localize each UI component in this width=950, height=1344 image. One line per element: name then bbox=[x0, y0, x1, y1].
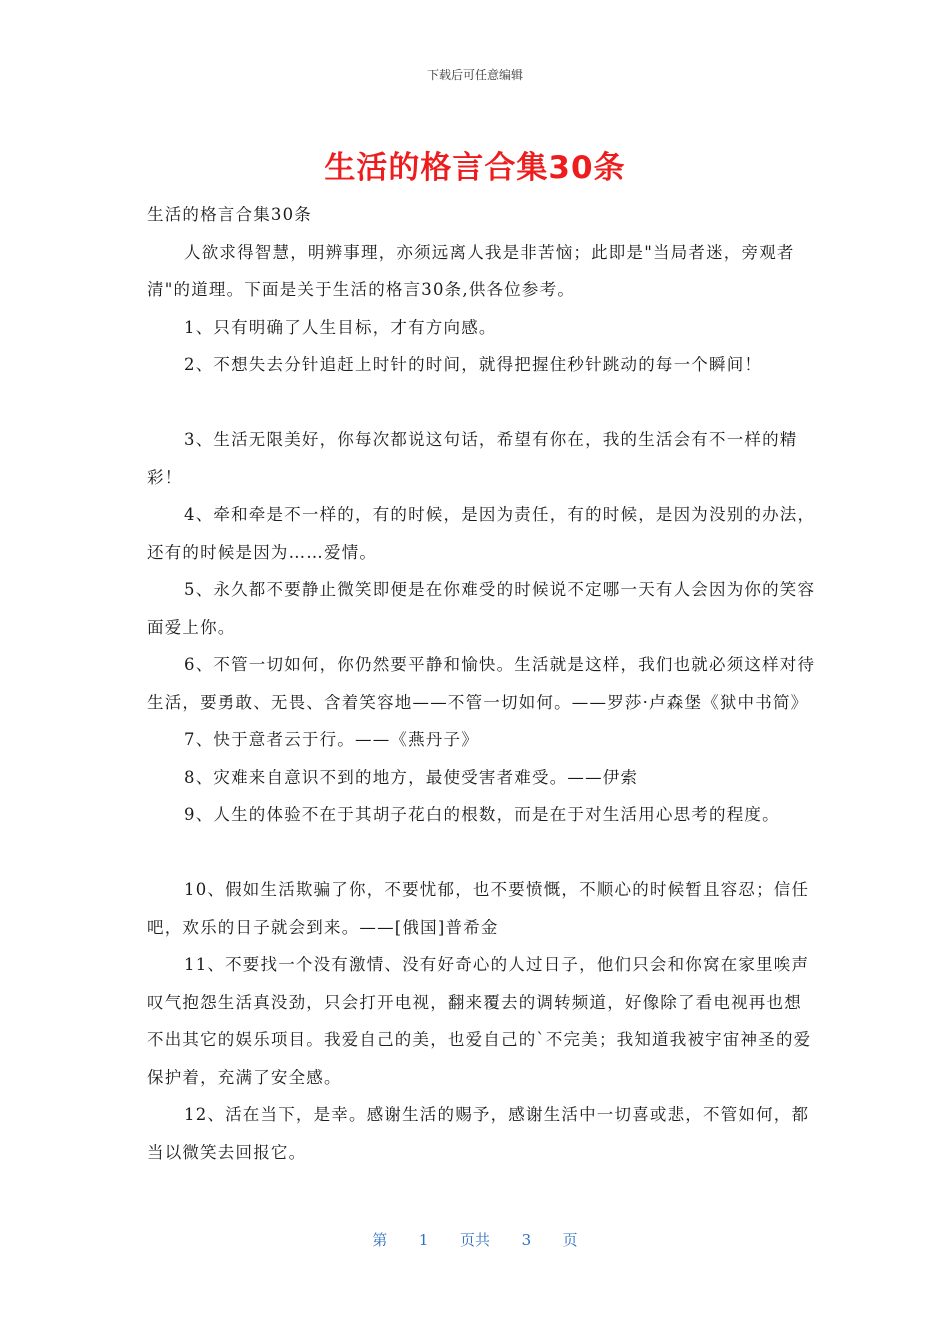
list-item: 3、生活无限美好，你每次都说这句话，希望有你在，我的生活会有不一样的精彩！ bbox=[147, 430, 798, 487]
list-item: 12、活在当下，是幸。感谢生活的赐予，感谢生活中一切喜或悲，不管如何，都当以微笑去回报它。 bbox=[147, 1105, 810, 1162]
list-item: 9、人生的体验不在于其胡子花白的根数，而是在于对生活用心思考的程度。 bbox=[184, 805, 780, 824]
list-item: 10、假如生活欺骗了你，不要忧郁，也不要愤慨，不顺心的时候暂且容忍；信任吧，欢乐的日子就会到来。——[俄国]普希金 bbox=[147, 880, 810, 937]
current-page-number: 1 bbox=[418, 1231, 429, 1249]
page-label-mid: 页共 bbox=[459, 1231, 490, 1249]
page-label-suffix: 页 bbox=[562, 1231, 578, 1249]
document-body bbox=[147, 196, 817, 1171]
page-label-prefix: 第 bbox=[372, 1231, 388, 1249]
total-pages-number: 3 bbox=[521, 1231, 532, 1249]
list-item: 5、永久都不要静止微笑即便是在你难受的时候说不定哪一天有人会因为你的笑容面爱上你。 bbox=[147, 580, 816, 637]
spacer bbox=[147, 384, 817, 422]
document-subtitle: 生活的格言合集30条 bbox=[147, 205, 312, 224]
list-item: 2、不想失去分针追赶上时针的时间，就得把握住秒针跳动的每一个瞬间！ bbox=[184, 355, 763, 374]
document-title: 生活的格言合集30条 bbox=[324, 150, 626, 186]
list-item: 7、快于意者云于行。——《燕丹子》 bbox=[184, 730, 479, 749]
list-item: 4、牵和牵是不一样的，有的时候，是因为责任，有的时候，是因为没别的办法，还有的时候是因为……爱情。 bbox=[147, 505, 816, 562]
list-item: 11、不要找一个没有激情、没有好奇心的人过日子，他们只会和你窝在家里唉声叹气抱怨生活真没劲，只会打开电视，翻来覆去的调转频道，好像除了看电视再也想不出其它的娱乐项目。我爱自己的美，也爱自己的`不完美；我知道我被宇宙神圣的爱保护着，充满了安全感。 bbox=[147, 955, 812, 1087]
list-item: 8、灾难来自意识不到的地方，最使受害者难受。——伊索 bbox=[184, 767, 639, 787]
list-item: 1、只有明确了人生目标，才有方向感。 bbox=[184, 317, 497, 337]
page-footer bbox=[0, 1229, 950, 1250]
intro-paragraph: 人欲求得智慧，明辨事理，亦须远离人我是非苦恼；此即是"当局者迷，旁观者清"的道理。下面是关于生活的格言30条,供各位参考。 bbox=[147, 242, 795, 299]
spacer bbox=[147, 834, 817, 872]
list-item: 6、不管一切如何，你仍然要平静和愉快。生活就是这样，我们也就必须这样对待生活，要勇敢、无畏、含着笑容地——不管一切如何。——罗莎·卢森堡《狱中书简》 bbox=[147, 655, 816, 712]
header-note: 下载后可任意编辑 bbox=[426, 68, 523, 82]
